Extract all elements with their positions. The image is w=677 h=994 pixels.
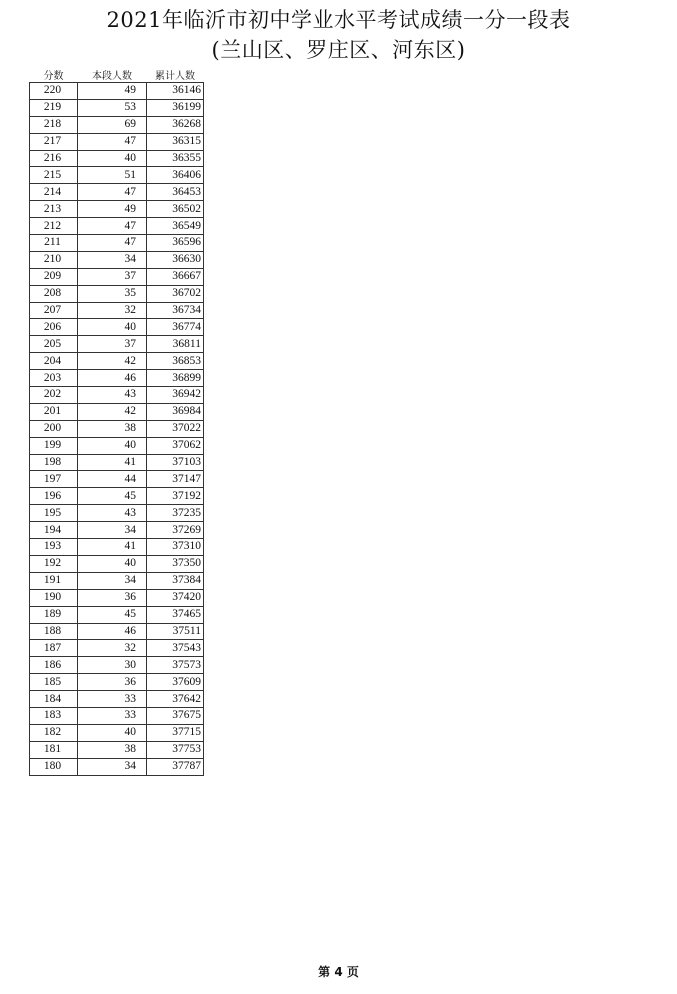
document-subtitle: (兰山区、罗庄区、河东区) (211, 38, 466, 62)
page-number: 第 4 页 (318, 965, 359, 979)
cell-score: 181 (30, 741, 78, 758)
cell-cumulative-count: 37022 (147, 420, 204, 437)
cell-cumulative-count: 37269 (147, 522, 204, 539)
cell-cumulative-count: 36942 (147, 387, 204, 404)
cell-segment-count: 53 (78, 99, 147, 116)
cell-segment-count: 69 (78, 116, 147, 133)
table-row (30, 691, 204, 708)
cell-score: 197 (30, 471, 78, 488)
cell-score: 189 (30, 606, 78, 623)
table-row (30, 505, 204, 522)
cell-cumulative-count: 37573 (147, 657, 204, 674)
table-row (30, 707, 204, 724)
cell-segment-count: 43 (78, 505, 147, 522)
table-row (30, 420, 204, 437)
header-score: 分数 (43, 70, 64, 82)
cell-cumulative-count: 37511 (147, 623, 204, 640)
cell-score: 188 (30, 623, 78, 640)
cell-cumulative-count: 36774 (147, 319, 204, 336)
cell-score: 212 (30, 218, 78, 235)
header-cumulative-count: 累计人数 (155, 70, 195, 82)
cell-score: 183 (30, 707, 78, 724)
cell-segment-count: 36 (78, 589, 147, 606)
cell-score: 199 (30, 437, 78, 454)
cell-score: 218 (30, 116, 78, 133)
table-row (30, 623, 204, 640)
table-row (30, 99, 204, 116)
cell-segment-count: 40 (78, 319, 147, 336)
cell-cumulative-count: 37103 (147, 454, 204, 471)
cell-segment-count: 49 (78, 201, 147, 218)
cell-score: 185 (30, 674, 78, 691)
cell-cumulative-count: 36596 (147, 235, 204, 252)
table-row (30, 471, 204, 488)
cell-cumulative-count: 36355 (147, 150, 204, 167)
cell-segment-count: 49 (78, 83, 147, 100)
cell-score: 220 (30, 83, 78, 100)
cell-cumulative-count: 37192 (147, 488, 204, 505)
cell-score: 207 (30, 302, 78, 319)
document-title: 2021年临沂市初中学业水平考试成绩一分一段表 (106, 8, 571, 32)
cell-segment-count: 41 (78, 454, 147, 471)
cell-cumulative-count: 37753 (147, 741, 204, 758)
table-row (30, 370, 204, 387)
cell-segment-count: 51 (78, 167, 147, 184)
cell-cumulative-count: 36702 (147, 285, 204, 302)
table-row (30, 674, 204, 691)
cell-cumulative-count: 37235 (147, 505, 204, 522)
table-row (30, 150, 204, 167)
cell-segment-count: 32 (78, 302, 147, 319)
table-row (30, 454, 204, 471)
cell-segment-count: 34 (78, 758, 147, 775)
cell-segment-count: 47 (78, 133, 147, 150)
cell-segment-count: 40 (78, 555, 147, 572)
table-row (30, 353, 204, 370)
cell-score: 180 (30, 758, 78, 775)
cell-segment-count: 37 (78, 268, 147, 285)
cell-segment-count: 45 (78, 606, 147, 623)
cell-segment-count: 32 (78, 640, 147, 657)
cell-score: 215 (30, 167, 78, 184)
cell-segment-count: 42 (78, 353, 147, 370)
cell-score: 213 (30, 201, 78, 218)
cell-cumulative-count: 36984 (147, 403, 204, 420)
cell-score: 196 (30, 488, 78, 505)
cell-score: 219 (30, 99, 78, 116)
cell-cumulative-count: 36549 (147, 218, 204, 235)
table-row (30, 268, 204, 285)
cell-segment-count: 44 (78, 471, 147, 488)
table-row (30, 640, 204, 657)
cell-cumulative-count: 37310 (147, 539, 204, 556)
cell-cumulative-count: 37147 (147, 471, 204, 488)
cell-segment-count: 47 (78, 218, 147, 235)
cell-score: 202 (30, 387, 78, 404)
cell-score: 182 (30, 724, 78, 741)
cell-score: 195 (30, 505, 78, 522)
cell-cumulative-count: 36811 (147, 336, 204, 353)
table-row (30, 741, 204, 758)
cell-segment-count: 43 (78, 387, 147, 404)
cell-score: 206 (30, 319, 78, 336)
cell-segment-count: 33 (78, 691, 147, 708)
cell-score: 198 (30, 454, 78, 471)
cell-cumulative-count: 36268 (147, 116, 204, 133)
cell-segment-count: 38 (78, 741, 147, 758)
cell-score: 187 (30, 640, 78, 657)
table-row (30, 657, 204, 674)
cell-score: 186 (30, 657, 78, 674)
cell-segment-count: 37 (78, 336, 147, 353)
cell-score: 184 (30, 691, 78, 708)
cell-segment-count: 34 (78, 572, 147, 589)
cell-cumulative-count: 37609 (147, 674, 204, 691)
cell-segment-count: 46 (78, 370, 147, 387)
table-row (30, 251, 204, 268)
cell-cumulative-count: 37675 (147, 707, 204, 724)
table-row (30, 285, 204, 302)
cell-segment-count: 38 (78, 420, 147, 437)
cell-score: 214 (30, 184, 78, 201)
table-row (30, 302, 204, 319)
table-row (30, 589, 204, 606)
cell-cumulative-count: 37543 (147, 640, 204, 657)
cell-segment-count: 46 (78, 623, 147, 640)
table-row (30, 606, 204, 623)
table-row (30, 572, 204, 589)
cell-score: 203 (30, 370, 78, 387)
cell-segment-count: 40 (78, 150, 147, 167)
table-header-row (30, 66, 204, 83)
cell-cumulative-count: 37350 (147, 555, 204, 572)
cell-score: 204 (30, 353, 78, 370)
cell-score: 201 (30, 403, 78, 420)
table-row (30, 167, 204, 184)
cell-score: 192 (30, 555, 78, 572)
cell-segment-count: 47 (78, 184, 147, 201)
cell-segment-count: 34 (78, 251, 147, 268)
cell-cumulative-count: 37420 (147, 589, 204, 606)
cell-score: 193 (30, 539, 78, 556)
table-row (30, 83, 204, 100)
header-segment-count: 本段人数 (92, 70, 132, 82)
cell-score: 209 (30, 268, 78, 285)
cell-score: 210 (30, 251, 78, 268)
cell-cumulative-count: 36667 (147, 268, 204, 285)
cell-segment-count: 33 (78, 707, 147, 724)
cell-segment-count: 42 (78, 403, 147, 420)
table-row (30, 724, 204, 741)
cell-cumulative-count: 36853 (147, 353, 204, 370)
table-row (30, 403, 204, 420)
table-row (30, 387, 204, 404)
cell-score: 217 (30, 133, 78, 150)
table-body (30, 83, 204, 776)
cell-segment-count: 40 (78, 437, 147, 454)
table-row (30, 555, 204, 572)
cell-segment-count: 35 (78, 285, 147, 302)
cell-segment-count: 30 (78, 657, 147, 674)
table-row (30, 201, 204, 218)
table-row (30, 758, 204, 775)
table-row (30, 235, 204, 252)
cell-cumulative-count: 37715 (147, 724, 204, 741)
table-row (30, 336, 204, 353)
cell-segment-count: 41 (78, 539, 147, 556)
cell-segment-count: 40 (78, 724, 147, 741)
cell-cumulative-count: 36630 (147, 251, 204, 268)
cell-segment-count: 45 (78, 488, 147, 505)
table-row (30, 116, 204, 133)
table-row (30, 522, 204, 539)
cell-cumulative-count: 37465 (147, 606, 204, 623)
cell-score: 208 (30, 285, 78, 302)
cell-cumulative-count: 36199 (147, 99, 204, 116)
cell-cumulative-count: 37787 (147, 758, 204, 775)
cell-cumulative-count: 36899 (147, 370, 204, 387)
cell-segment-count: 36 (78, 674, 147, 691)
cell-cumulative-count: 37642 (147, 691, 204, 708)
cell-cumulative-count: 36315 (147, 133, 204, 150)
cell-cumulative-count: 37062 (147, 437, 204, 454)
cell-score: 190 (30, 589, 78, 606)
cell-score: 205 (30, 336, 78, 353)
cell-cumulative-count: 36146 (147, 83, 204, 100)
cell-cumulative-count: 37384 (147, 572, 204, 589)
cell-segment-count: 34 (78, 522, 147, 539)
cell-score: 200 (30, 420, 78, 437)
table-row (30, 319, 204, 336)
cell-cumulative-count: 36502 (147, 201, 204, 218)
cell-cumulative-count: 36734 (147, 302, 204, 319)
cell-score: 216 (30, 150, 78, 167)
table-row (30, 488, 204, 505)
cell-segment-count: 47 (78, 235, 147, 252)
table-row (30, 218, 204, 235)
cell-cumulative-count: 36406 (147, 167, 204, 184)
cell-score: 191 (30, 572, 78, 589)
table-row (30, 539, 204, 556)
cell-score: 211 (30, 235, 78, 252)
cell-cumulative-count: 36453 (147, 184, 204, 201)
cell-score: 194 (30, 522, 78, 539)
table-row (30, 437, 204, 454)
score-distribution-table (29, 66, 204, 776)
table-row (30, 133, 204, 150)
table-row (30, 184, 204, 201)
